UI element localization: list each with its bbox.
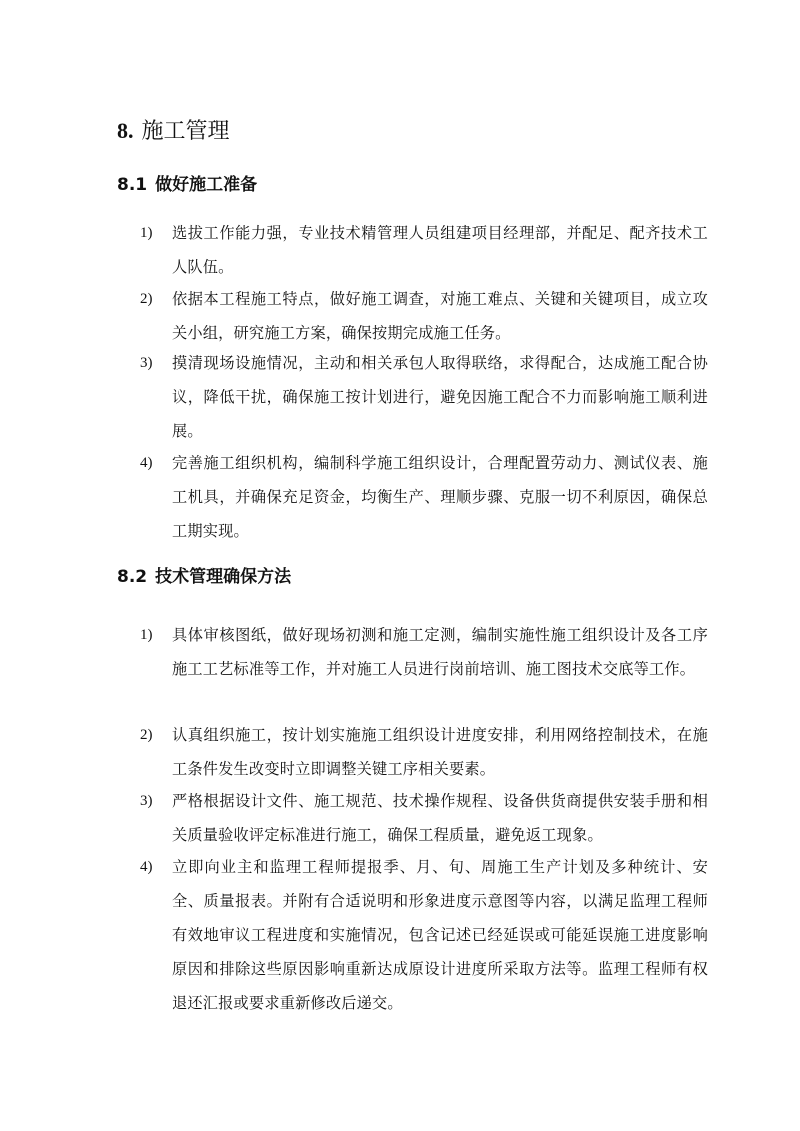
- chapter-title: 施工管理: [141, 119, 230, 144]
- section-number: 8.1: [117, 175, 148, 195]
- list-item-number: 2): [140, 727, 153, 743]
- list-item-number: 4): [140, 859, 153, 875]
- list-item-number: 3): [140, 793, 153, 809]
- chapter-number: 8.: [117, 118, 134, 143]
- section-number: 8.2: [117, 567, 148, 587]
- list-item-number: 2): [140, 291, 153, 307]
- section-title: 技术管理确保方法: [155, 567, 292, 587]
- section-title: 做好施工准备: [155, 175, 258, 195]
- section-heading-8-1: [117, 172, 257, 198]
- list-item-number: 4): [140, 455, 153, 471]
- section-heading-8-2: [117, 564, 291, 590]
- list-item-number: 1): [140, 225, 153, 241]
- list-item-text: 选拔工作能力强，专业技术精管理人员组建项目经理部，并配足、配齐技术工人队伍。: [172, 224, 708, 276]
- list-item-text: 完善施工组织机构，编制科学施工组织设计，合理配置劳动力、测试仪表、施工机具，并确保充足资金，均衡生产、理顺步骤、克服一切不利原因，确保总工期实现。: [172, 454, 708, 540]
- list-item-text: 依据本工程施工特点，做好施工调查，对施工难点、关键和关键项目，成立攻关小组，研究施工方案，确保按期完成施工任务。: [172, 290, 708, 342]
- chapter-heading: [117, 115, 230, 148]
- list-item-text: 认真组织施工，按计划实施施工组织设计进度安排，利用网络控制技术，在施工条件发生改变时立即调整关键工序相关要素。: [172, 726, 708, 778]
- list-item-text: 摸清现场设施情况，主动和相关承包人取得联络，求得配合，达成施工配合协议，降低干扰，确保施工按计划进行，避免因施工配合不力而影响施工顺利进展。: [172, 354, 708, 440]
- list-item-text: 立即向业主和监理工程师提报季、月、旬、周施工生产计划及多种统计、安全、质量报表。并附有合适说明和形象进度示意图等内容，以满足监理工程师有效地审议工程进度和实施情况，包含记述已经延误或可能延误施工进度影响原因和排除这些原因影响重新达成原设计进度所采取方法等。监理工程师有权退还汇报或要求重新修改后递交。: [172, 858, 708, 1012]
- list-item-number: 3): [140, 355, 153, 371]
- list-item-number: 1): [140, 627, 153, 643]
- list-item-text: 具体审核图纸，做好现场初测和施工定测，编制实施性施工组织设计及各工序施工工艺标准等工作，并对施工人员进行岗前培训、施工图技术交底等工作。: [172, 626, 708, 678]
- list-item-text: 严格根据设计文件、施工规范、技术操作规程、设备供货商提供安装手册和相关质量验收评定标准进行施工，确保工程质量，避免返工现象。: [172, 792, 708, 844]
